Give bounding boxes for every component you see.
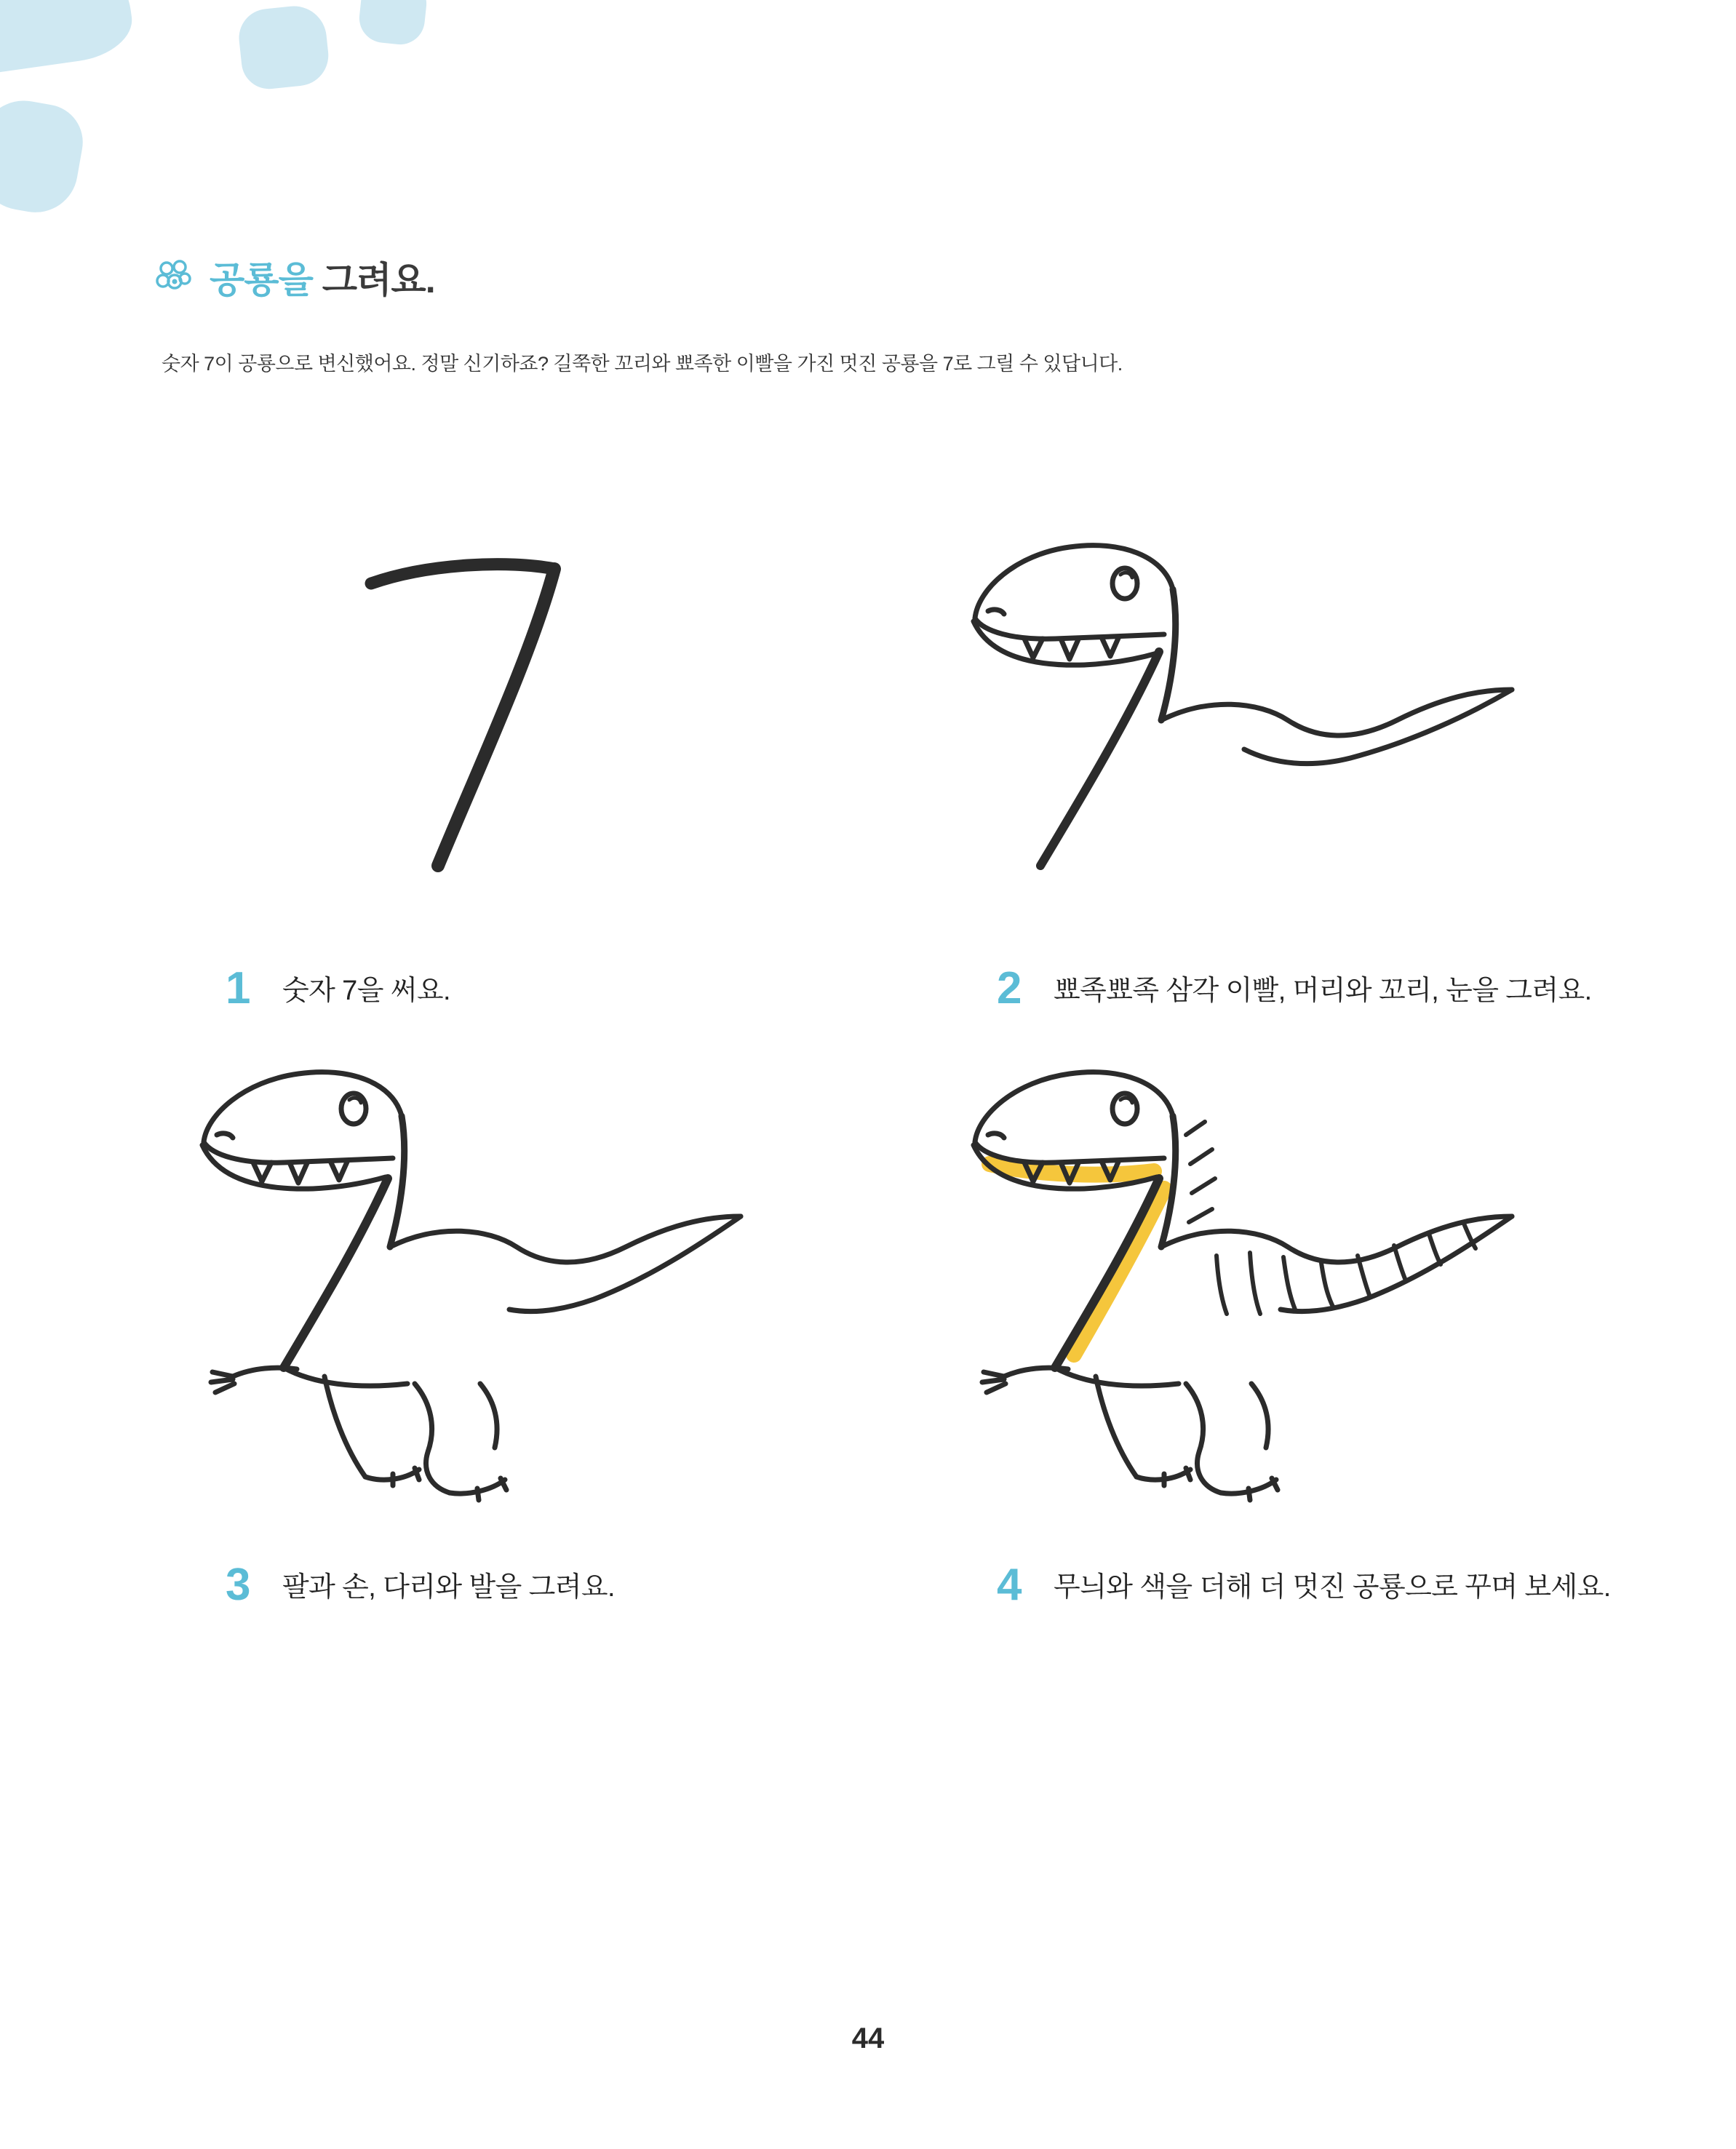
step-1-caption (109, 963, 880, 1013)
step-2-number: 2 (997, 963, 1022, 1013)
blob-shape (236, 3, 332, 92)
step-2-text: 뾰족뾰족 삼각 이빨, 머리와 꼬리, 눈을 그려요. (1054, 976, 1592, 1006)
step-1-text: 숫자 7을 써요. (282, 976, 450, 1006)
blob-shape (0, 0, 137, 77)
steps-row-top (109, 451, 1652, 1011)
step-3-illustration (109, 1011, 880, 1564)
step-4-text: 무늬와 색을 더해 더 멋진 공룡으로 꾸며 보세요. (1054, 1571, 1611, 1603)
step-3-number: 3 (226, 1559, 251, 1610)
step-2-caption (880, 963, 1652, 1013)
step-3-text: 팔과 손, 다리와 발을 그려요. (282, 1571, 615, 1603)
step-1-illustration (109, 451, 880, 960)
flower-icon (153, 257, 194, 298)
blob-shape (0, 94, 89, 219)
step-4-number: 4 (997, 1559, 1022, 1610)
blob-shape (357, 0, 429, 47)
page-header (153, 251, 435, 303)
steps-row-bottom (109, 1011, 1652, 1608)
intro-text: 숫자 7이 공룡으로 변신했어요. 정말 신기하죠? 길쭉한 꼬리와 뾰족한 이빨을 가진 멋진 공룡을 7로 그릴 수 있답니다. (162, 353, 1123, 375)
step-3 (109, 1011, 880, 1608)
steps-grid (109, 451, 1652, 1608)
page-number: 44 (851, 2022, 885, 2054)
step-4-caption (880, 1559, 1652, 1610)
step-4-illustration (880, 1011, 1652, 1564)
step-1-number: 1 (226, 963, 251, 1013)
page-title (210, 251, 435, 303)
step-4 (880, 1011, 1652, 1608)
step-2-illustration (880, 451, 1652, 960)
decorative-blobs (0, 0, 451, 240)
step-3-caption (109, 1559, 880, 1610)
page-title-accent: 공룡을 (210, 260, 313, 300)
step-2 (880, 451, 1652, 1011)
step-1 (109, 451, 880, 1011)
page-title-rest: 그려요. (312, 260, 435, 300)
